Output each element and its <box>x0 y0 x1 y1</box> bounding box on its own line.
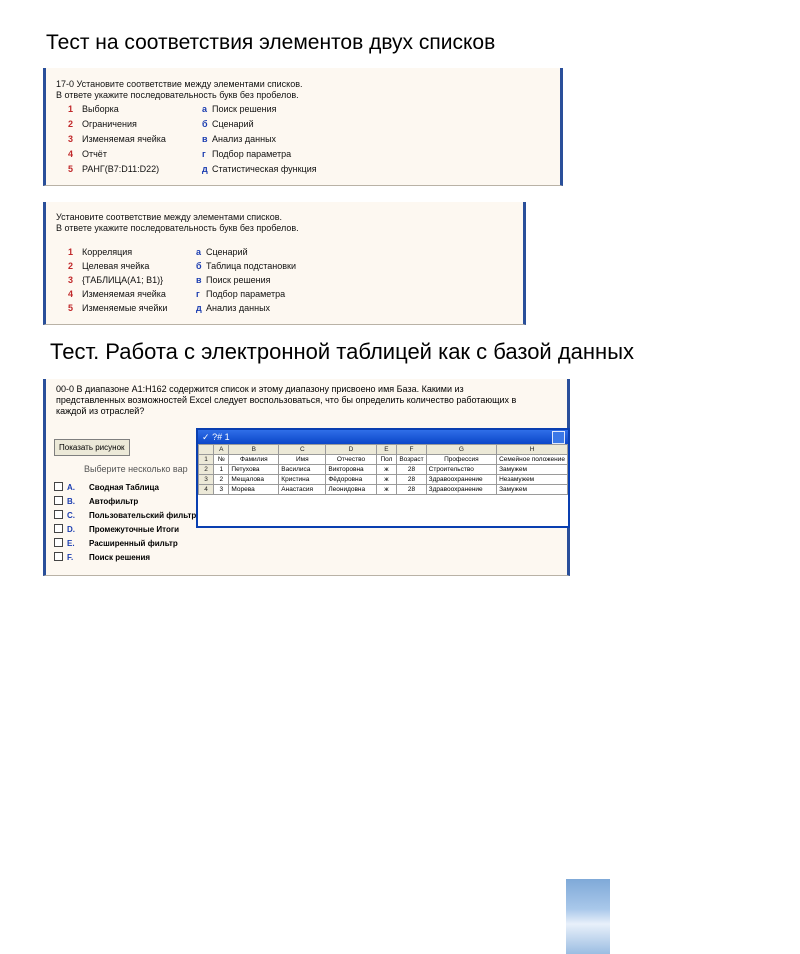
right-list-item <box>202 104 277 114</box>
table-cell[interactable]: B <box>229 445 279 455</box>
answer-option[interactable] <box>54 482 159 492</box>
item-text: Подбор параметра <box>206 289 286 299</box>
item-text: Статистическая функция <box>212 164 317 174</box>
left-list-item <box>68 119 137 129</box>
column-letter-row <box>199 445 568 455</box>
right-list-item <box>196 275 271 285</box>
item-number: 3 <box>68 134 74 144</box>
item-text: Корреляция <box>82 247 133 257</box>
table-cell[interactable]: Викторовна <box>326 465 376 475</box>
table-row <box>199 475 568 485</box>
table-cell[interactable]: Семейное положение <box>497 455 568 465</box>
item-letter: б <box>202 119 208 129</box>
table-cell[interactable]: 1 <box>214 465 229 475</box>
table-cell[interactable]: ж <box>376 465 397 475</box>
table-cell[interactable]: Морева <box>229 485 279 495</box>
table-cell[interactable]: ж <box>376 485 397 495</box>
item-letter: в <box>202 134 208 144</box>
heading-database-test: Тест. Работа с электронной таблицей как с базой данных <box>50 339 635 364</box>
window-close-icon[interactable] <box>552 431 565 444</box>
right-list-item <box>196 261 296 271</box>
item-number: 2 <box>68 119 74 129</box>
table-cell[interactable]: H <box>497 445 568 455</box>
right-list-item <box>202 134 276 144</box>
option-text: Пользовательский фильтр <box>89 511 197 520</box>
question-line: В ответе укажите последовательность букв без пробелов. <box>56 223 299 233</box>
table-cell[interactable]: Незамужем <box>497 475 568 485</box>
table-cell[interactable]: 3 <box>214 485 229 495</box>
item-number: 4 <box>68 289 74 299</box>
question-line: В ответе укажите последовательность букв без пробелов. <box>56 90 299 100</box>
right-list-item <box>196 247 248 257</box>
item-number: 1 <box>68 104 74 114</box>
item-letter: а <box>196 247 202 257</box>
option-letter: F. <box>67 553 74 562</box>
item-text: Изменяемая ячейка <box>82 134 166 144</box>
table-cell[interactable]: № <box>214 455 229 465</box>
question-line: Установите соответствие между элементами списков. <box>56 212 282 222</box>
table-cell[interactable]: Строительство <box>426 465 496 475</box>
item-number: 5 <box>68 303 74 313</box>
item-text: Анализ данных <box>206 303 271 313</box>
left-list-item <box>68 303 167 313</box>
table-cell[interactable]: Василиса <box>279 465 326 475</box>
right-list-item <box>202 119 254 129</box>
table-cell[interactable]: ж <box>376 475 397 485</box>
item-text: Изменяемые ячейки <box>82 303 168 313</box>
table-cell[interactable]: Анастасия <box>279 485 326 495</box>
table-cell[interactable]: 2 <box>214 475 229 485</box>
item-text: Отчёт <box>82 149 107 159</box>
spreadsheet-grid <box>198 444 568 495</box>
item-number: 5 <box>68 164 74 174</box>
left-list-item <box>68 289 166 299</box>
table-cell[interactable]: Петухова <box>229 465 279 475</box>
option-text: Промежуточные Итоги <box>89 525 180 534</box>
right-list-item <box>202 149 291 159</box>
table-cell[interactable]: C <box>279 445 326 455</box>
item-letter: а <box>202 104 208 114</box>
item-letter: в <box>196 275 202 285</box>
table-cell[interactable]: Мещалова <box>229 475 279 485</box>
answer-option[interactable] <box>54 524 179 534</box>
option-letter: C. <box>67 511 75 520</box>
left-list-item <box>68 164 159 174</box>
excel-window <box>196 428 570 528</box>
right-list-item <box>202 164 317 174</box>
show-picture-button[interactable]: Показать рисунок <box>54 439 130 456</box>
table-row <box>199 455 568 465</box>
left-list-item <box>68 149 107 159</box>
table-cell[interactable]: E <box>376 445 397 455</box>
left-list-item <box>68 261 149 271</box>
question-line: 17-0 Установите соответствие между элементами списков. <box>56 79 303 89</box>
table-cell[interactable]: Здравоохранение <box>426 485 496 495</box>
item-text: {ТАБЛИЦА(A1; B1)} <box>82 275 164 285</box>
table-cell[interactable]: 28 <box>397 475 426 485</box>
window-title: ?# 1 <box>212 432 230 442</box>
checkbox[interactable] <box>54 482 63 491</box>
item-text: РАНГ(B7:D11:D22) <box>82 164 160 174</box>
option-letter: A. <box>67 483 75 492</box>
item-text: Подбор параметра <box>212 149 292 159</box>
table-cell[interactable]: G <box>426 445 496 455</box>
item-number: 2 <box>68 261 74 271</box>
table-cell[interactable]: Леонидовна <box>326 485 376 495</box>
option-text: Сводная Таблица <box>89 483 159 492</box>
question-text: 00-0 В диапазоне A1:H162 содержится список и этому диапазону присвоено имя База. Какими из представленных возможностей Excel следует воспользоваться, что бы определить количество работающих в каждой из отраслей? <box>56 384 517 416</box>
table-cell[interactable]: Отчество <box>326 455 376 465</box>
item-number: 3 <box>68 275 74 285</box>
option-text: Автофильтр <box>89 497 139 506</box>
select-hint: Выберите несколько вар <box>84 464 188 474</box>
table-cell[interactable]: 2 <box>199 465 214 475</box>
item-number: 1 <box>68 247 74 257</box>
table-cell[interactable]: F <box>397 445 426 455</box>
table-cell[interactable]: Имя <box>279 455 326 465</box>
table-cell[interactable]: Здравоохранение <box>426 475 496 485</box>
answer-option[interactable] <box>54 552 150 562</box>
table-cell[interactable] <box>199 445 214 455</box>
table-cell[interactable]: 1 <box>199 455 214 465</box>
left-list-item <box>68 134 166 144</box>
item-text: Сценарий <box>206 247 248 257</box>
desktop-background-image <box>566 879 610 954</box>
item-text: Таблица подстановки <box>206 261 296 271</box>
item-text: Выборка <box>82 104 119 114</box>
item-text: Ограничения <box>82 119 137 129</box>
item-text: Целевая ячейка <box>82 261 150 271</box>
table-cell[interactable]: Кристина <box>279 475 326 485</box>
table-row <box>199 485 568 495</box>
table-cell[interactable]: 28 <box>397 485 426 495</box>
checkbox[interactable] <box>54 496 63 505</box>
table-cell[interactable]: 28 <box>397 465 426 475</box>
table-cell[interactable]: A <box>214 445 229 455</box>
item-letter: д <box>202 164 208 174</box>
checkbox[interactable] <box>54 524 63 533</box>
heading-matching-test: Тест на соответствия элементов двух списков <box>46 31 496 54</box>
option-text: Поиск решения <box>89 553 151 562</box>
matching-question-panel-1 <box>43 68 563 186</box>
checkbox[interactable] <box>54 510 63 519</box>
answer-option[interactable] <box>54 538 178 548</box>
item-text: Сценарий <box>212 119 254 129</box>
table-cell[interactable]: Профессия <box>426 455 496 465</box>
table-row <box>199 465 568 475</box>
item-text: Поиск решения <box>212 104 277 114</box>
item-letter: г <box>202 149 206 159</box>
option-letter: E. <box>67 539 75 548</box>
checkbox[interactable] <box>54 552 63 561</box>
left-list-item <box>68 104 119 114</box>
right-list-item <box>196 289 285 299</box>
left-list-item <box>68 275 163 285</box>
item-letter: д <box>196 303 202 313</box>
check-icon: ✓ <box>202 432 210 442</box>
right-list-item <box>196 303 270 313</box>
table-cell[interactable]: Фёдоровна <box>326 475 376 485</box>
item-number: 4 <box>68 149 74 159</box>
checkbox[interactable] <box>54 538 63 547</box>
table-cell[interactable]: Возраст <box>397 455 426 465</box>
item-text: Поиск решения <box>206 275 271 285</box>
table-cell[interactable]: D <box>326 445 376 455</box>
table-cell[interactable]: Замужем <box>497 465 568 475</box>
option-text: Расширенный фильтр <box>89 539 178 548</box>
table-cell[interactable]: Пол <box>376 455 397 465</box>
table-cell[interactable]: 3 <box>199 475 214 485</box>
matching-question-panel-2 <box>43 202 526 325</box>
table-cell[interactable]: Фамилия <box>229 455 279 465</box>
option-letter: D. <box>67 525 75 534</box>
answer-option[interactable] <box>54 496 138 506</box>
left-list-item <box>68 247 132 257</box>
item-text: Изменяемая ячейка <box>82 289 166 299</box>
table-cell[interactable]: 4 <box>199 485 214 495</box>
item-text: Анализ данных <box>212 134 277 144</box>
item-letter: г <box>196 289 200 299</box>
table-cell[interactable]: Замужем <box>497 485 568 495</box>
excel-titlebar[interactable] <box>198 430 568 444</box>
item-letter: б <box>196 261 202 271</box>
answer-option[interactable] <box>54 510 196 520</box>
option-letter: B. <box>67 497 75 506</box>
